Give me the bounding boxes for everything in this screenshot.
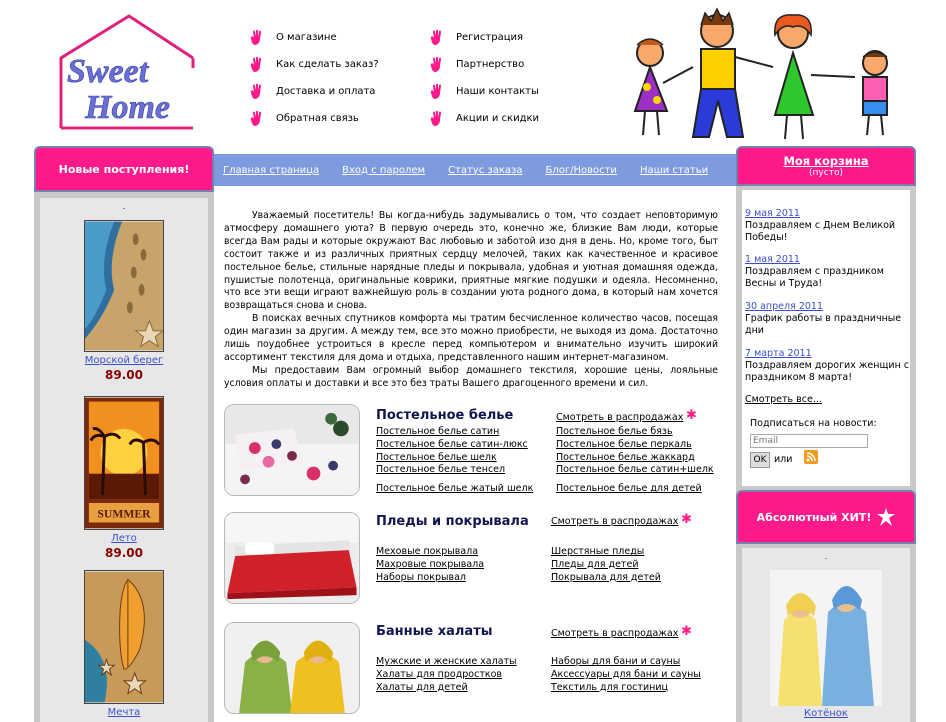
hand-pointer-icon (248, 84, 264, 100)
right-sidebar (736, 146, 916, 722)
newsletter-subscribe (750, 418, 877, 465)
star-icon: ✱ (686, 408, 697, 423)
category-links-right (556, 426, 714, 496)
news-text: График работы в праздничные дни (745, 313, 902, 336)
news-item (745, 254, 915, 290)
category-link[interactable]: Постельное белье сатин-люкс (376, 438, 528, 450)
category-link[interactable]: Постельное белье для детей (556, 483, 702, 495)
star-icon: ✱ (681, 512, 692, 527)
product-name-link[interactable]: Лето (111, 533, 137, 544)
bestseller-name-link[interactable]: Котёнок (804, 708, 848, 719)
category-link[interactable]: Постельное белье шелк (376, 451, 497, 463)
product-name-link[interactable]: Морской берег (84, 355, 164, 366)
product-price: 89.00 (105, 368, 143, 382)
cart-status: (пусто) (809, 168, 843, 178)
site-logo[interactable] (55, 10, 195, 132)
category-image-bedding[interactable] (224, 404, 360, 496)
nav-link-login[interactable]: Вход с паролем (342, 164, 426, 176)
category-bathrobes (224, 622, 734, 718)
star-icon: ✱ (681, 624, 692, 639)
category-links-right (551, 656, 701, 694)
product-card[interactable] (40, 220, 208, 382)
intro-paragraph: Уважаемый посетитель! Вы когда-нибудь задумывались о том, что создает неповторимую атмосферу домашнего уюта? В первую очередь это, конечно же, близкие Вам люди, которые всегда Вам рады и которые окружают Вас любовью и заботой изо дня в день. Но, кроме того, быт состоит также и из различных приятных сердцу мелочей, таких как качественное и красивое постельное белье, стильные нарядные пледы и покрывала, удобная и уютная домашняя одежда, пушистые полотенца, оригинальные коврики, приятные мягкие подушки и одеяла. Несомненно, что все эти вещи играют важнейшую роль в создании уюта родного дома, в который нам хочется возвращаться снова и снова. (224, 210, 718, 312)
logo-line1: Sweet (67, 53, 149, 90)
bestseller-name-wrap (742, 708, 910, 719)
category-link[interactable]: Постельное белье жатый шелк (376, 483, 534, 495)
intro-paragraph: В поисках вечных спутников комфорта мы тратим бесчисленное количество часов, посещая один магазин за другим. А между тем, все это можно приобрести, не выходя из дома. Достаточно лишь поудобнее устроиться в кресле перед компьютером и внимательно изучить широкий ассортимент текстиля для дома и отдыха, представленного нашим интернет-магазином. (224, 313, 718, 363)
topmenu-label: Партнерство (456, 59, 525, 70)
category-link[interactable]: Постельное белье перкаль (556, 438, 692, 450)
category-blankets (224, 512, 734, 608)
category-link[interactable]: Мужские и женские халаты (376, 656, 517, 667)
news-date-link[interactable]: 7 марта 2011 (745, 348, 812, 359)
intro-text (224, 210, 718, 391)
summer-text: SUMMER (97, 507, 151, 521)
topmenu-label: Регистрация (456, 32, 524, 43)
nav-link-articles[interactable]: Наши статьи (639, 164, 709, 176)
news-date-link[interactable]: 9 мая 2011 (745, 208, 800, 219)
category-link[interactable]: Меховые покрывала (376, 546, 479, 557)
news-text: Поздравляем дорогих женщин с праздником 8 марта! (745, 360, 910, 383)
sale-link[interactable]: Смотреть в распродажах (551, 628, 679, 639)
category-image-blankets[interactable] (224, 512, 360, 604)
sale-link[interactable]: Смотреть в распродажах (551, 516, 679, 527)
category-links-right (551, 546, 661, 584)
category-link[interactable]: Постельное белье жаккард (556, 451, 695, 463)
topmenu-item[interactable] (428, 51, 539, 78)
category-title[interactable]: Постельное белье (376, 408, 514, 423)
category-link[interactable]: Постельное белье сатин+шелк (556, 464, 714, 476)
main-content (214, 154, 736, 722)
top-menu-col2 (428, 24, 539, 132)
product-name-link[interactable]: Мечта (107, 707, 141, 718)
main-nav (214, 154, 736, 186)
category-image-bathrobes[interactable] (224, 622, 360, 714)
category-link[interactable]: Халаты для детей (376, 681, 468, 693)
new-arrivals-list (40, 198, 208, 722)
hand-pointer-icon (248, 111, 264, 127)
news-item (745, 208, 915, 244)
category-bedding (224, 404, 734, 500)
category-link[interactable]: Махровые покрывала (376, 558, 485, 570)
topmenu-item[interactable] (248, 51, 379, 78)
new-arrivals-sidebar (34, 146, 214, 722)
news-item (745, 301, 915, 337)
product-card[interactable] (40, 396, 208, 560)
category-links-left (376, 656, 517, 694)
product-card[interactable] (40, 570, 208, 718)
topmenu-label: Доставка и оплата (276, 86, 376, 97)
nav-link-blog[interactable]: Блог/Новости (545, 164, 617, 176)
category-link[interactable]: Покрывала для детей (551, 571, 661, 583)
topmenu-item[interactable] (248, 105, 379, 132)
category-link[interactable]: Постельное белье тенсел (376, 464, 506, 476)
product-image-sea-shore[interactable] (84, 220, 164, 352)
starburst-icon (877, 508, 895, 526)
product-price: 89.00 (105, 546, 143, 560)
center-body (214, 186, 736, 722)
category-link[interactable]: Пледы для детей (551, 558, 639, 570)
category-link[interactable]: Аксессуары для бани и сауны (551, 668, 701, 680)
hand-pointer-icon (248, 57, 264, 73)
hand-pointer-icon (428, 111, 444, 127)
subscribe-label: Подписаться на новости: (750, 418, 877, 429)
category-link[interactable]: Наборы покрывал (376, 571, 466, 583)
topmenu-label: Как сделать заказ? (276, 59, 379, 70)
hand-pointer-icon (428, 30, 444, 46)
topmenu-item[interactable] (428, 105, 539, 132)
nav-link-home[interactable]: Главная страница (223, 164, 320, 176)
news-text: Поздравляем с Днем Великой Победы! (745, 220, 896, 243)
all-news-link[interactable]: Смотреть все... (745, 394, 822, 405)
subscribe-ok-button[interactable]: OK (750, 452, 770, 468)
topmenu-item[interactable] (248, 78, 379, 105)
sale-link[interactable]: Смотреть в распродажах (556, 412, 684, 423)
category-title[interactable]: Пледы и покрывала (376, 514, 529, 529)
topmenu-label: О магазине (276, 32, 337, 43)
separator-dot: . (824, 552, 828, 561)
rss-icon[interactable] (804, 450, 818, 464)
category-link[interactable]: Текстиль для гостиниц (551, 681, 668, 693)
category-link[interactable]: Халаты для продростков (376, 668, 503, 680)
category-link[interactable]: Постельное белье бязь (556, 426, 673, 437)
cart-title[interactable]: Моя корзина (783, 154, 869, 168)
kids-drawing-image (605, 5, 915, 145)
logo-line2: Home (85, 89, 170, 126)
top-menu-col1 (248, 24, 379, 132)
topmenu-label: Наши контакты (456, 86, 539, 97)
bestseller-header (736, 490, 916, 544)
topmenu-label: Акции и скидки (456, 113, 540, 124)
topmenu-item[interactable] (428, 78, 539, 105)
separator-dot: . (122, 202, 126, 211)
product-image-kitten-robe[interactable] (770, 570, 882, 706)
topmenu-item[interactable] (428, 24, 539, 51)
topmenu-label: Обратная связь (276, 113, 359, 124)
category-title[interactable]: Банные халаты (376, 624, 493, 639)
bestseller-title: Абсолютный ХИТ! (756, 510, 872, 524)
category-link[interactable]: Наборы для бани и сауны (551, 656, 681, 667)
category-link[interactable]: Шерстяные пледы (551, 546, 645, 557)
topmenu-item[interactable] (248, 24, 379, 51)
hand-pointer-icon (248, 30, 264, 46)
news-text: Поздравляем с праздником Весны и Труда! (745, 266, 884, 289)
new-arrivals-title: Новые поступления! (34, 146, 214, 192)
news-panel (742, 190, 910, 486)
category-link[interactable]: Постельное белье сатин (376, 426, 500, 437)
category-links-left (376, 546, 484, 584)
or-text: или (774, 454, 793, 465)
news-date-link[interactable]: 1 мая 2011 (745, 254, 800, 265)
hand-pointer-icon (428, 57, 444, 73)
product-image-dream[interactable] (84, 570, 164, 704)
nav-link-order-status[interactable]: Статус заказа (448, 164, 523, 176)
category-links-left (376, 426, 533, 496)
bestseller-panel (742, 548, 910, 722)
news-item (745, 348, 915, 384)
intro-paragraph: Мы предоставим Вам огромный выбор домашнего текстиля, хорошие цены, лояльные условия оплаты и доставки и все это без траты Вашего драгоценного времени и сил. (224, 364, 718, 389)
cart-panel[interactable] (736, 146, 916, 186)
hand-pointer-icon (428, 84, 444, 100)
product-image-summer[interactable] (84, 396, 164, 530)
email-input[interactable] (750, 434, 868, 448)
news-date-link[interactable]: 30 апреля 2011 (745, 301, 823, 312)
